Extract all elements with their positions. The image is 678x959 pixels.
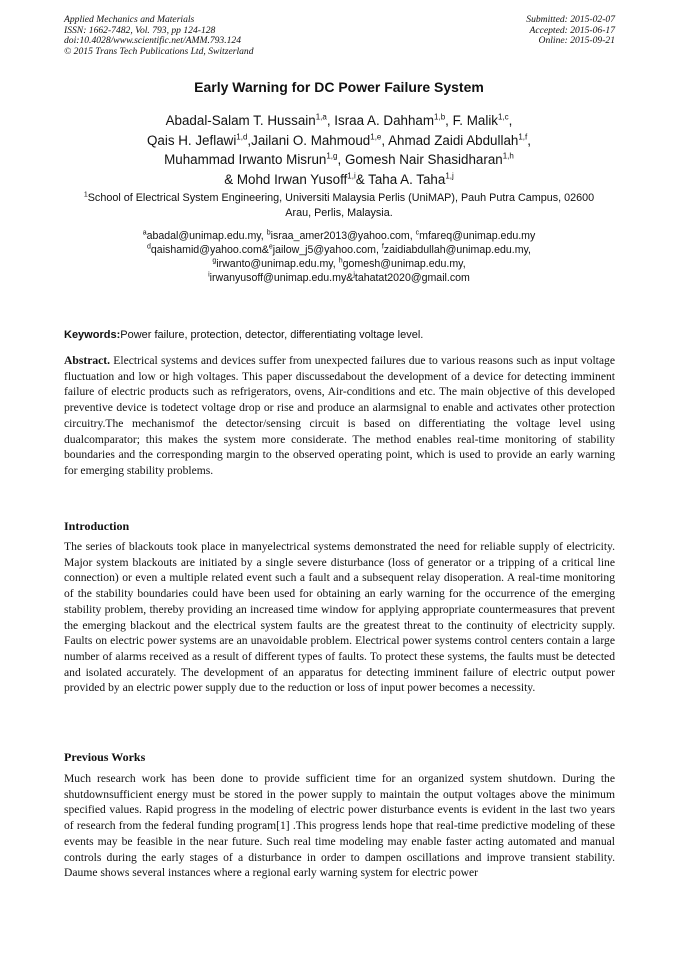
email-address[interactable]: israa_amer2013@yahoo.com, <box>270 230 416 242</box>
affiliation <box>72 191 606 220</box>
abstract <box>64 353 615 479</box>
email-list <box>72 229 606 285</box>
email-address[interactable]: irwanto@unimap.edu.my, <box>216 258 339 270</box>
email-sup: j <box>353 271 355 279</box>
author-sup: 1,b <box>434 112 446 122</box>
email-line <box>72 271 606 285</box>
journal-name: Applied Mechanics and Materials <box>64 14 195 25</box>
email-sup: f <box>381 243 384 251</box>
email-address[interactable]: jailow_j5@yahoo.com, <box>272 244 382 256</box>
author-name: Israa A. Dahham <box>334 113 435 128</box>
author-line <box>60 131 618 151</box>
author-name: F. Malik <box>452 113 498 128</box>
author-sep: , <box>247 132 252 148</box>
email-line <box>72 257 606 271</box>
author-list <box>60 111 618 189</box>
accepted-date: Accepted: 2015-06-17 <box>529 24 615 36</box>
introduction-heading: Introduction <box>64 519 130 533</box>
email-sup: g <box>212 257 217 265</box>
keywords-text: Power failure, protection, detector, differentiating voltage level. <box>120 329 424 341</box>
author-line <box>60 111 618 131</box>
email-line <box>72 243 606 257</box>
copyright-line: © 2015 Trans Tech Publications Ltd, Switzerland <box>64 45 254 57</box>
author-sup: 1,a <box>315 112 327 122</box>
previous-works-heading: Previous Works <box>64 750 146 764</box>
author-sep: , <box>326 113 335 128</box>
email-sup: d <box>147 243 151 251</box>
author-sup: 1,d <box>236 132 248 142</box>
author-name: Gomesh Nair Shasidharan <box>344 152 503 167</box>
author-sup: 1,f <box>518 132 528 142</box>
author-sup: 1,h <box>502 151 514 161</box>
abstract-label: Abstract. <box>64 354 111 367</box>
email-sup: b <box>266 229 271 237</box>
email-sup: e <box>268 243 273 251</box>
keywords <box>64 329 624 341</box>
email-sup: c <box>415 229 420 237</box>
author-name: & Taha A. Taha <box>355 171 446 187</box>
issn-line: ISSN: 1662-7482, Vol. 793, pp 124-128 <box>64 24 216 36</box>
journal-header <box>64 15 254 57</box>
email-address[interactable]: irwanyusoff@unimap.edu.my& <box>209 272 354 284</box>
email-address[interactable]: qaishamid@yahoo.com& <box>150 244 269 256</box>
author-name: & Mohd Irwan Yusoff <box>224 171 348 187</box>
online-date: Online: 2015-09-21 <box>538 35 615 47</box>
author-sep: , <box>527 132 531 148</box>
author-sep: , <box>381 132 389 148</box>
author-name: Qais H. Jeflawi <box>147 132 237 148</box>
email-address[interactable]: tahatat2020@gmail.com <box>354 272 470 284</box>
author-sup: 1,c <box>498 112 509 122</box>
author-name: Abadal-Salam T. Hussain <box>165 113 316 128</box>
email-sup: h <box>338 257 343 265</box>
author-name: Ahmad Zaidi Abdullah <box>388 132 519 148</box>
email-address[interactable]: mfareq@unimap.edu.my <box>419 230 536 242</box>
email-address[interactable]: zaidiabdullah@unimap.edu.my, <box>383 244 531 256</box>
previous-works-text: Much research work has been done to provide sufficient time for an organized system shutdown. During the shutdownsufficient energy must be stored in the power supply to maintain the output voltages above the minimum specified values. Rapid progress in the modeling of electric power disturbance events is evident in the last two years of research from the federal funding program[1] .This progress lends hope that real-time predictive modeling of these events may be feasible in the near future. Such real time modeling may enable faster acting automated and manual controls during the early stages of a disturbance in order to dampen oscillations and improve transient stability. Daume shows several instances where a regional early warning system for electric power <box>64 772 615 880</box>
doi-line: doi:10.4028/www.scientific.net/AMM.793.124 <box>64 35 242 47</box>
email-line <box>72 229 606 243</box>
dates-header <box>526 15 615 47</box>
email-sup: a <box>142 229 147 237</box>
abstract-text: Electrical systems and devices suffer from unexpected failures due to various reasons such as input voltage fluctuation and low or high voltages. This paper discussedabout the development of a device for detecting imminent failure of electric products such as refrigerators, ovens, Air-conditions and etc. The main objective of this developed preventive device is todetect voltage drop or rise and produce an alarmsignal to enable and activates other protection circuitry.The mechanismof the detector/sensing circuit is based on differentiating the voltage level using dualcomparator; this makes the system more considerate. The method enables real-time monitoring of stability boundaries and the corresponding margin to the observed operating point, which is used to provide an early warning for emerging stability problems. <box>64 354 615 477</box>
author-line <box>60 170 618 190</box>
author-name: Jailani O. Mahmoud <box>251 132 371 148</box>
author-sup: 1,e <box>370 132 382 142</box>
affiliation-sup: 1 <box>83 191 88 199</box>
submitted-date: Submitted: 2015-02-07 <box>526 14 615 25</box>
author-line <box>60 150 618 170</box>
email-sup: i <box>208 271 210 279</box>
author-sep: , <box>508 113 513 128</box>
author-sep: , <box>445 113 453 128</box>
introduction-text: The series of blackouts took place in manyelectrical systems demonstrated the need for reliable supply of electricity. Major system blackouts are initiated by a single severe disturbance (loss of generator or a tripping of a critical line connection) or even a multiple related event such a fault and a subsequent relay disoperation. A real-time monitoring of the stability boundaries could have been used for obtaining an early warning for the occurrence of the emerging stability problem, thereby providing an increased time window for applying appropriate countermeasures that prevent the emerging blackout and the electrical system faults are the greatest threat to the continuity of electricity supply. Faults on electric power systems are an unavoidable problem. Electrical power systems control centers contain a large number of alarms received as a result of different types of faults. To protect these systems, the faults must be detected and isolated accurately. The development of an apparatus for detecting imminent failure of electric output power provided by an electric power supply due to the reduction or loss of input power becomes a necessity. <box>64 540 615 695</box>
keywords-label: Keywords: <box>64 329 121 341</box>
email-address[interactable]: gomesh@unimap.edu.my, <box>342 258 466 270</box>
email-address[interactable]: abadal@unimap.edu.my, <box>146 230 267 242</box>
paper-title: Early Warning for DC Power Failure System <box>194 79 484 95</box>
author-sep: , <box>337 152 345 167</box>
affiliation-text: School of Electrical System Engineering, Universiti Malaysia Perlis (UniMAP), Pauh Putra Campus, 02600 Arau, Perlis, Malaysia. <box>87 192 595 219</box>
author-sup: 1,j <box>445 171 454 181</box>
author-sup: 1,g <box>326 151 338 161</box>
author-sup: 1,i <box>347 171 356 181</box>
author-name: Muhammad Irwanto Misrun <box>164 152 327 167</box>
